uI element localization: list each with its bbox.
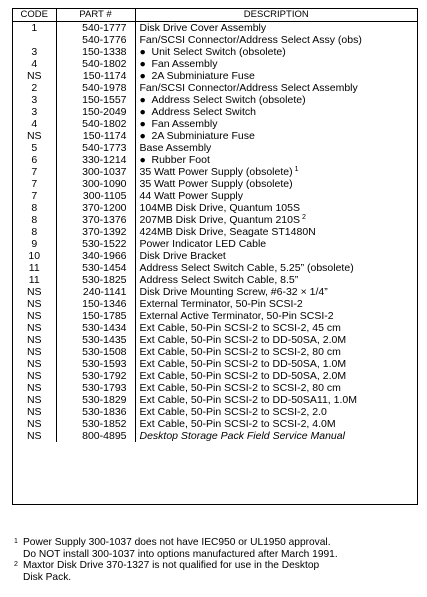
table-row — [13, 310, 417, 322]
row-part-number: 530-1522 — [56, 238, 135, 250]
row-description — [135, 238, 417, 250]
table-header-row — [13, 9, 417, 22]
row-description — [135, 298, 417, 310]
table-row — [13, 358, 417, 370]
table-row — [13, 238, 417, 250]
row-code: NS — [26, 370, 42, 382]
row-description — [135, 286, 417, 298]
table-row — [13, 298, 417, 310]
row-code: NS — [26, 322, 42, 334]
row-description-text: Unit Select Switch (obsolete) — [151, 46, 286, 58]
row-part-number: 540-1802 — [56, 58, 135, 70]
table-row — [13, 322, 417, 334]
row-code: NS — [26, 394, 42, 406]
footnotes — [14, 537, 419, 583]
row-code: 8 — [31, 226, 38, 238]
row-part-number: 530-1593 — [56, 358, 135, 370]
footnote-line: Power Supply 300-1037 does not have IEC950 or UL1950 approval. — [23, 537, 331, 548]
row-part-number: 370-1392 — [56, 226, 135, 238]
row-code: 8 — [31, 214, 38, 226]
row-description — [135, 358, 417, 370]
row-part-number: 370-1200 — [56, 202, 135, 214]
row-description-text: Address Select Switch Cable, 5.25” (obsolete) — [139, 262, 354, 274]
row-description — [135, 406, 417, 418]
row-code: 9 — [31, 238, 38, 250]
row-part-number: 300-1105 — [56, 190, 135, 202]
table-row — [13, 382, 417, 394]
row-description-text: Fan/SCSI Connector/Address Select Assy (obs) — [139, 34, 362, 46]
footnote-line: Do NOT install 300-1037 into options manufactured after March 1991. — [23, 548, 338, 560]
row-part-number: 530-1435 — [56, 334, 135, 346]
bullet-icon: ● — [139, 130, 146, 142]
row-description — [135, 250, 417, 262]
row-description-text: Address Select Switch (obsolete) — [151, 94, 306, 106]
footnote-number: 2 — [14, 561, 18, 568]
row-code: 3 — [31, 106, 38, 118]
row-code: 4 — [31, 58, 38, 70]
row-description — [135, 262, 417, 274]
row-description — [135, 166, 417, 178]
row-code: NS — [26, 358, 42, 370]
table-row — [13, 46, 417, 58]
row-description-text: Ext Cable, 50-Pin SCSI-2 to DD-50SA, 1.0M — [139, 358, 347, 370]
row-description — [135, 46, 417, 58]
row-description-text: Ext Cable, 50-Pin SCSI-2 to SCSI-2, 80 cm — [139, 382, 341, 394]
row-description — [135, 382, 417, 394]
row-description-text: 2A Subminiature Fuse — [151, 130, 255, 142]
row-description-text: External Terminator, 50-Pin SCSI-2 — [139, 298, 303, 310]
row-description — [135, 94, 417, 106]
row-code: 8 — [31, 202, 38, 214]
row-description-text: Disk Drive Bracket — [139, 250, 226, 262]
row-code: 11 — [28, 274, 40, 286]
row-description — [135, 142, 417, 154]
row-part-number: 150-2049 — [56, 106, 135, 118]
table-row — [13, 22, 417, 35]
row-description-text: 2A Subminiature Fuse — [151, 70, 255, 82]
table-row — [13, 154, 417, 166]
bullet-icon: ● — [139, 154, 146, 166]
row-part-number: 530-1454 — [56, 262, 135, 274]
table-row — [13, 70, 417, 82]
row-description-text: Power Indicator LED Cable — [139, 238, 267, 250]
row-description — [135, 346, 417, 358]
row-part-number: 530-1836 — [56, 406, 135, 418]
row-description-text: Ext Cable, 50-Pin SCSI-2 to SCSI-2, 80 cm — [139, 346, 341, 358]
row-part-number: 370-1376 — [56, 214, 135, 226]
table-row — [13, 334, 417, 346]
row-part-number: 300-1090 — [56, 178, 135, 190]
row-code: 3 — [31, 94, 38, 106]
bullet-icon: ● — [139, 118, 146, 130]
row-code: 2 — [31, 82, 38, 94]
table-row — [13, 250, 417, 262]
table-row — [13, 430, 417, 442]
row-description — [135, 34, 417, 46]
row-description-text: 35 Watt Power Supply (obsolete) — [139, 166, 293, 178]
row-description-text: External Active Terminator, 50-Pin SCSI-2 — [139, 310, 334, 322]
row-description — [135, 370, 417, 382]
row-description-text: 44 Watt Power Supply — [139, 190, 243, 202]
table-row — [13, 142, 417, 154]
footnote — [14, 537, 419, 560]
row-code: 4 — [31, 118, 38, 130]
row-part-number: 530-1792 — [56, 370, 135, 382]
row-part-number: 150-1785 — [56, 310, 135, 322]
row-description-text: 104MB Disk Drive, Quantum 105S — [139, 202, 300, 214]
row-code: 1 — [31, 22, 38, 34]
table-row — [13, 286, 417, 298]
header-part-number: PART # — [56, 9, 135, 22]
row-description — [135, 430, 417, 442]
parts-table-body — [13, 22, 417, 443]
row-description-text: Fan/SCSI Connector/Address Select Assembly — [139, 82, 358, 94]
row-description — [135, 310, 417, 322]
row-code: NS — [26, 382, 42, 394]
row-part-number: 540-1802 — [56, 118, 135, 130]
row-description-text: Desktop Storage Pack Field Service Manual — [139, 430, 345, 442]
table-row — [13, 226, 417, 238]
row-code: NS — [26, 406, 42, 418]
row-description — [135, 274, 417, 286]
footnote-line: Disk Pack. — [23, 571, 72, 583]
row-description — [135, 226, 417, 238]
row-code: NS — [26, 130, 42, 142]
row-code: NS — [26, 70, 42, 82]
row-description-text: Ext Cable, 50-Pin SCSI-2 to SCSI-2, 45 cm — [139, 322, 341, 334]
table-row — [13, 178, 417, 190]
row-part-number: 150-1174 — [56, 130, 135, 142]
header-description: DESCRIPTION — [135, 9, 417, 22]
row-description-text: Disk Drive Cover Assembly — [139, 22, 267, 34]
row-part-number: 150-1346 — [56, 298, 135, 310]
row-code: NS — [26, 430, 42, 442]
row-description-text: 424MB Disk Drive, Seagate ST1480N — [139, 226, 316, 238]
row-part-number: 540-1777 — [56, 22, 135, 35]
row-part-number: 530-1434 — [56, 322, 135, 334]
row-description — [135, 106, 417, 118]
row-description-text: Disk Drive Mounting Screw, #6-32 × 1/4” — [139, 286, 328, 298]
row-part-number: 530-1852 — [56, 418, 135, 430]
table-row — [13, 106, 417, 118]
row-description — [135, 118, 417, 130]
row-description-text: Address Select Switch Cable, 8.5” — [139, 274, 299, 286]
row-part-number: 540-1776 — [56, 34, 135, 46]
row-code: 6 — [31, 154, 38, 166]
table-row — [13, 262, 417, 274]
row-description — [135, 190, 417, 202]
table-row — [13, 190, 417, 202]
row-description — [135, 22, 417, 35]
bullet-icon: ● — [139, 46, 146, 58]
row-code: 11 — [28, 262, 40, 274]
table-row — [13, 274, 417, 286]
row-part-number: 240-1141 — [56, 286, 135, 298]
row-description — [135, 58, 417, 70]
row-code: 7 — [31, 166, 38, 178]
table-row — [13, 166, 417, 178]
footnote-ref: 2 — [301, 214, 306, 221]
row-description — [135, 70, 417, 82]
row-part-number: 530-1793 — [56, 382, 135, 394]
row-description-text: Address Select Switch — [151, 106, 256, 118]
parts-table — [13, 9, 417, 442]
row-code: 5 — [31, 142, 38, 154]
footnote — [14, 560, 419, 583]
row-part-number: 150-1174 — [56, 70, 135, 82]
table-row — [13, 34, 417, 46]
row-description — [135, 178, 417, 190]
row-description-text: Ext Cable, 50-Pin SCSI-2 to DD-50SA11, 1.0M — [139, 394, 357, 406]
row-description — [135, 214, 417, 226]
table-row — [13, 418, 417, 430]
row-description — [135, 334, 417, 346]
row-part-number: 800-4895 — [56, 430, 135, 442]
bullet-icon: ● — [139, 58, 146, 70]
row-part-number: 540-1773 — [56, 142, 135, 154]
row-description-text: 207MB Disk Drive, Quantum 210S — [139, 214, 300, 226]
bullet-icon: ● — [139, 94, 146, 106]
table-row — [13, 82, 417, 94]
row-part-number: 540-1978 — [56, 82, 135, 94]
row-code: NS — [26, 346, 42, 358]
row-part-number: 150-1557 — [56, 94, 135, 106]
table-row — [13, 346, 417, 358]
row-part-number: 340-1966 — [56, 250, 135, 262]
bullet-icon: ● — [139, 70, 146, 82]
row-part-number: 530-1825 — [56, 274, 135, 286]
row-part-number: 330-1214 — [56, 154, 135, 166]
row-code: NS — [26, 334, 42, 346]
row-code: NS — [26, 298, 42, 310]
table-row — [13, 58, 417, 70]
row-description-text: Fan Assembly — [151, 118, 218, 130]
table-row — [13, 214, 417, 226]
row-description-text: Ext Cable, 50-Pin SCSI-2 to DD-50SA, 2.0M — [139, 370, 347, 382]
row-description — [135, 202, 417, 214]
row-code: 7 — [31, 178, 38, 190]
footnote-ref: 1 — [294, 166, 299, 173]
row-code: 3 — [31, 46, 38, 58]
row-description — [135, 394, 417, 406]
footnote-number: 1 — [14, 538, 18, 545]
row-description — [135, 154, 417, 166]
row-description-text: Ext Cable, 50-Pin SCSI-2 to DD-50SA, 2.0M — [139, 334, 347, 346]
row-description-text: Base Assembly — [139, 142, 212, 154]
row-code: 7 — [31, 190, 38, 202]
table-row — [13, 130, 417, 142]
bullet-icon: ● — [139, 106, 146, 118]
row-code: 10 — [28, 250, 41, 262]
row-description-text: Fan Assembly — [151, 58, 218, 70]
table-row — [13, 202, 417, 214]
row-description — [135, 82, 417, 94]
table-row — [13, 370, 417, 382]
row-code — [13, 34, 56, 46]
row-description — [135, 322, 417, 334]
header-code: CODE — [13, 9, 56, 22]
row-description — [135, 130, 417, 142]
table-row — [13, 394, 417, 406]
row-code: NS — [26, 418, 42, 430]
row-description-text: Ext Cable, 50-Pin SCSI-2 to SCSI-2, 4.0M — [139, 418, 336, 430]
row-part-number: 300-1037 — [56, 166, 135, 178]
footnote-line: Maxtor Disk Drive 370-1327 is not qualified for use in the Desktop — [23, 560, 320, 571]
row-description-text: 35 Watt Power Supply (obsolete) — [139, 178, 293, 190]
row-part-number: 530-1829 — [56, 394, 135, 406]
table-row — [13, 94, 417, 106]
row-description-text: Ext Cable, 50-Pin SCSI-2 to SCSI-2, 2.0 — [139, 406, 327, 418]
row-part-number: 530-1508 — [56, 346, 135, 358]
row-description-text: Rubber Foot — [151, 154, 210, 166]
row-code: NS — [26, 310, 42, 322]
row-code: NS — [26, 286, 42, 298]
table-row — [13, 118, 417, 130]
row-description — [135, 418, 417, 430]
table-row — [13, 406, 417, 418]
row-part-number: 150-1338 — [56, 46, 135, 58]
parts-table-container — [12, 8, 418, 505]
